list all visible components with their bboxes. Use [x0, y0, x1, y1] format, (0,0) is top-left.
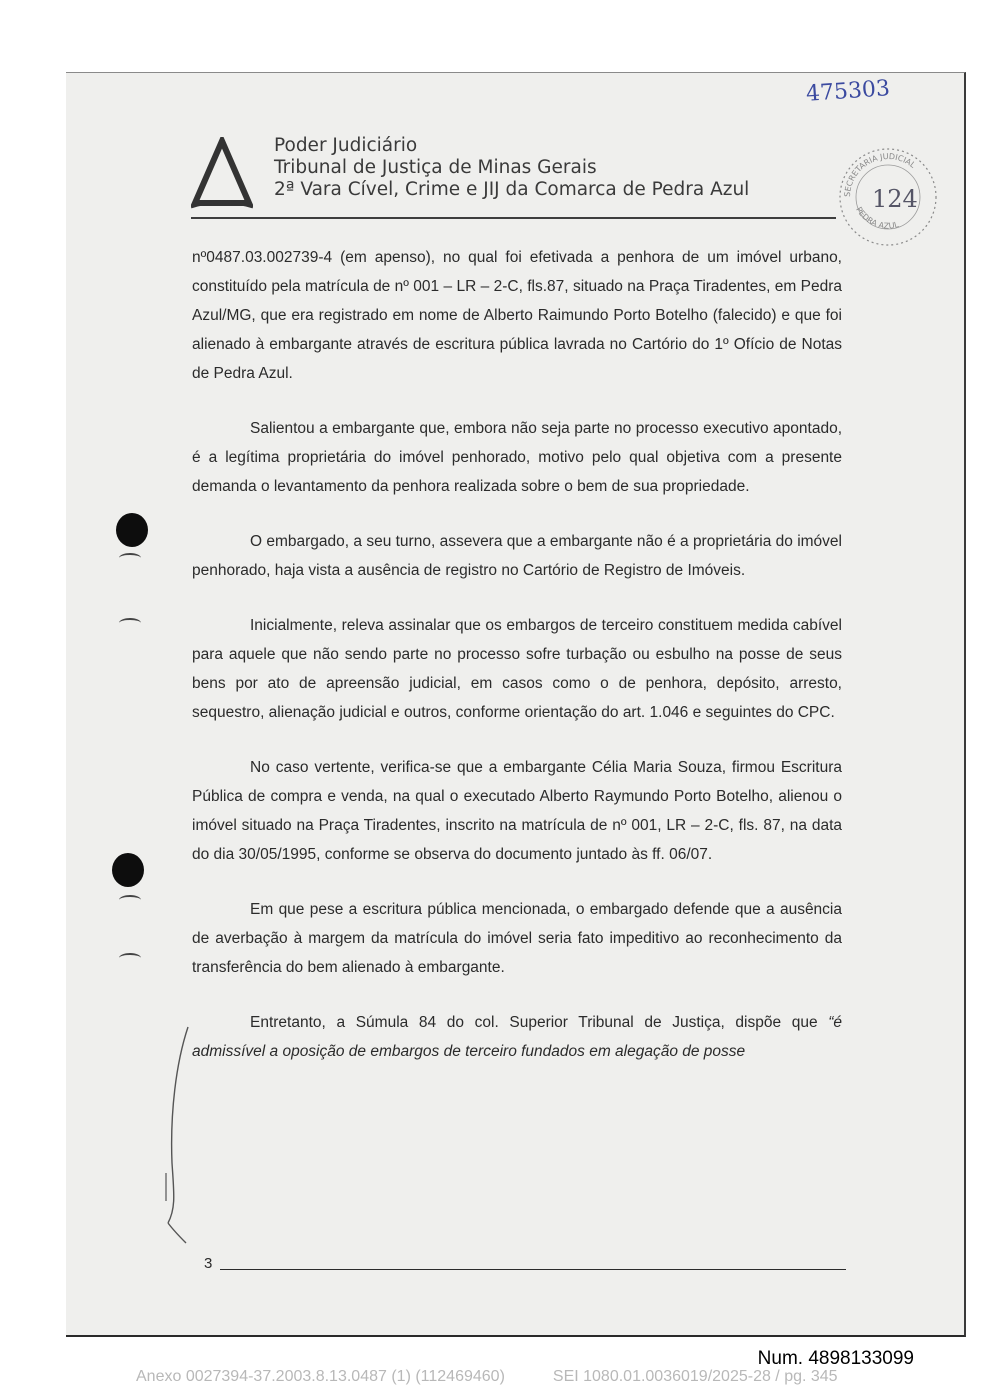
stamp-top-text: SECRETARIA JUDICIAL [842, 151, 918, 198]
paragraph-7-lead: Entretanto, a Súmula 84 do col. Superior Tribunal de Justiça, dispõe que [250, 1014, 829, 1031]
paragraph-3: O embargado, a seu turno, assevera que a embargante não é a proprietária do imóvel penhorado, haja vista a ausência de registro no Cartório de Registro de Imóveis. [192, 533, 842, 579]
margin-tick [119, 895, 141, 905]
header-line-1: Poder Judiciário [274, 135, 418, 156]
annex-reference: Anexo 0027394-37.2003.8.13.0487 (1) (112469460) [136, 1368, 505, 1385]
margin-bracket-mark [156, 1023, 216, 1263]
folio-number: 124 [872, 185, 918, 213]
header-line-2: Tribunal de Justiça de Minas Gerais [274, 157, 597, 178]
punch-hole-top [116, 513, 148, 547]
court-header [274, 135, 749, 201]
footer-divider [220, 1269, 846, 1270]
margin-tick [119, 953, 141, 963]
header-divider [191, 217, 836, 219]
sumula-quote: “é admissível a oposição de embargos de terceiro fundados em alegação de posse [192, 1014, 842, 1060]
punch-hole-bottom [112, 853, 144, 887]
handwritten-note: 475303 [805, 76, 891, 107]
stamp-bottom-text: PEDRA AZUL [854, 205, 900, 231]
paragraph-4: Inicialmente, releva assinalar que os embargos de terceiro constituem medida cabível para aquele que não sendo parte no processo sofre turbação ou esbulho na posse de seus bens por ato de apreensão judicial, em casos como o de penhora, depósito, arresto, sequestro, alienação judicial e outros, conforme orientação do art. 1.046 e seguintes do CPC. [192, 617, 842, 721]
page-number: 3 [204, 1255, 213, 1272]
sei-reference: SEI 1080.01.0036019/2025-28 / pg. 345 [552, 1368, 838, 1385]
paragraph-1: nº0487.03.002739-4 (em apenso), no qual foi efetivada a penhora de um imóvel urbano, constituído pela matrícula de nº 001 – LR – 2-C, fls.87, situado na Praça Tiradentes, em Pedra Azul/MG, que era registrado em nome de Alberto Raimundo Porto Botelho (falecido) e que foi alienado à embargante através de escritura pública lavrada no Cartório do 1º Ofício de Notas de Pedra Azul. [192, 249, 842, 382]
header-line-3: 2ª Vara Cível, Crime e JIJ da Comarca de Pedra Azul [274, 179, 750, 200]
document-number: Num. 4898133099 [757, 1348, 914, 1369]
paragraph-6: Em que pese a escritura pública mencionada, o embargado defende que a ausência de averbação à margem da matrícula do imóvel seria fato impeditivo ao reconhecimento da transferência do bem alienado à embargante. [192, 901, 842, 976]
paragraph-5: No caso vertente, verifica-se que a embargante Célia Maria Souza, firmou Escritura Pública de compra e venda, na qual o executado Alberto Raymundo Porto Botelho, alienou o imóvel situado na Praça Tiradentes, inscrito na matrícula de nº 001, LR – 2-C, fls. 87, na data do dia 30/05/1995, conforme se observa do documento juntado às ff. 06/07. [192, 759, 842, 863]
court-stamp [834, 143, 942, 251]
margin-tick [119, 553, 141, 563]
paragraph-2: Salientou a embargante que, embora não seja parte no processo executivo apontado, é a legítima proprietária do imóvel penhorado, motivo pelo qual objetiva com a presente demanda o levantamento da penhora realizada sobre o bem de sua propriedade. [192, 420, 842, 495]
triangle-logo-icon [191, 137, 253, 209]
scanned-page [66, 72, 966, 1337]
margin-tick [119, 618, 141, 628]
paragraph-7 [192, 1008, 842, 1066]
document-body [192, 243, 842, 1092]
annex-footer [136, 1368, 886, 1386]
